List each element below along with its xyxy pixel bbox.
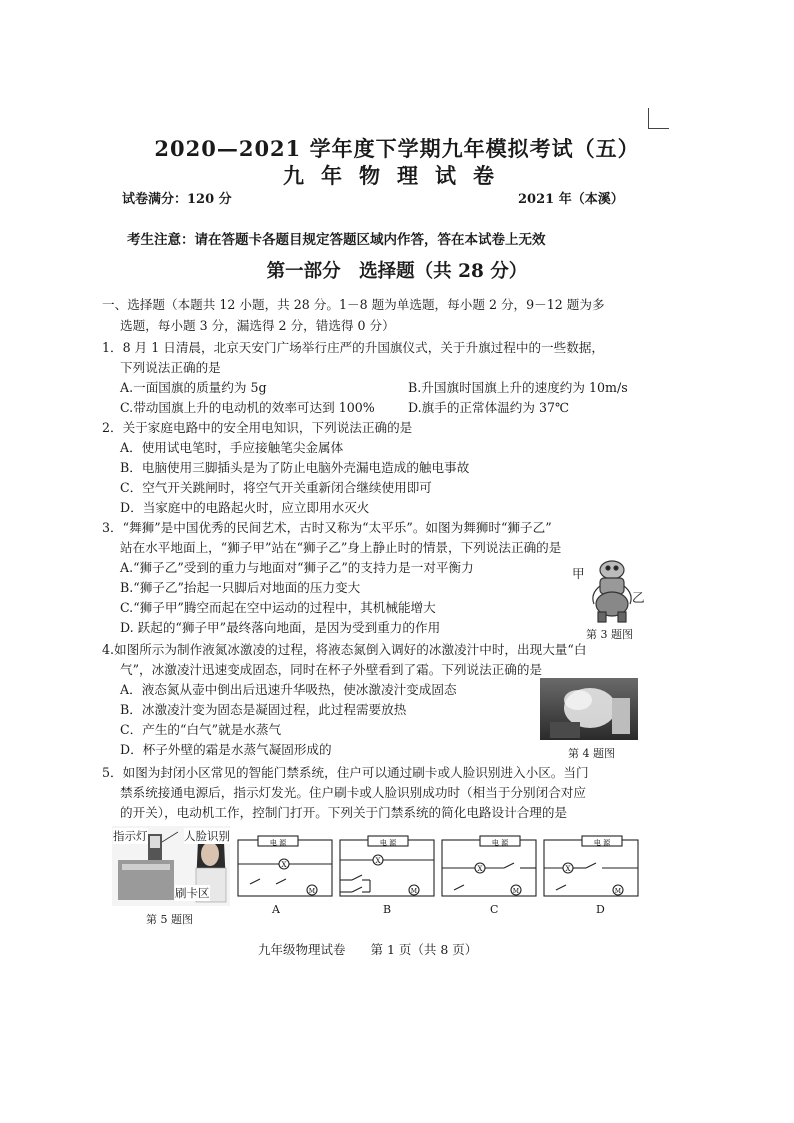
- q1-option-b: B.升国旗时国旗上升的速度约为 10m/s: [408, 380, 628, 395]
- exam-subtitle: 九年物理试卷: [283, 163, 511, 188]
- q2-option-d: D．当家庭中的电路起火时，应立即用水灭火: [120, 500, 370, 515]
- q3-stem-2: 站在水平地面上，“狮子甲”站在“狮子乙”身上静止时的情景，下列说法正确的是: [120, 540, 562, 555]
- circuit-b: [338, 834, 436, 904]
- q4-option-b: B．冰激凌汁变为固态是凝固过程，此过程需要放热: [120, 702, 407, 717]
- circuit-c-source: 电 源: [491, 839, 509, 847]
- circuit-a-motor: M: [308, 888, 316, 895]
- q2-option-a: A．使用试电笔时，手应接触笔尖金属体: [120, 440, 344, 455]
- year-location: 2021 年（本溪）: [518, 192, 624, 207]
- circuit-c-label: C: [490, 903, 499, 916]
- q5-stem-1: 5．如图为封闭小区常见的智能门禁系统，住户可以通过刷卡或人脸识别进入小区。当门: [102, 765, 589, 780]
- label-lion-yi: 乙: [632, 590, 645, 605]
- liquid-nitrogen-photo: [540, 678, 638, 740]
- label-lion-jia: 甲: [572, 566, 585, 581]
- section-intro-1: 一、选择题（本题共 12 小题，共 28 分。1－8 题为单选题，每小题 2 分，9－12 题为多: [102, 297, 605, 312]
- q3-option-b: B.“狮子乙”抬起一只脚后对地面的压力变大: [120, 580, 361, 595]
- q1-option-a: A.一面国旗的质量约为 5g: [120, 380, 267, 395]
- candidate-notice: 考生注意：请在答题卡各题目规定答题区域内作答，答在本试卷上无效: [127, 232, 546, 248]
- label-indicator-light: 指示灯: [113, 829, 148, 843]
- q4-stem-1: 4.如图所示为制作液氮冰激凌的过程，将液态氮倒入调好的冰激凌汁中时，出现大量“白: [102, 642, 587, 657]
- circuit-a-label: A: [272, 903, 280, 916]
- circuit-d-label: D: [596, 903, 605, 916]
- circuit-a: [236, 834, 334, 904]
- q1-stem-1: 1．8 月 1 日清晨，北京天安门广场举行庄严的升国旗仪式，关于升旗过程中的一些数据，: [102, 340, 605, 355]
- circuit-c-motor: M: [512, 888, 520, 895]
- label-face-recognition: 人脸识别: [184, 829, 230, 843]
- fig4-caption: 第 4 题图: [568, 747, 615, 760]
- circuit-c: [440, 834, 538, 904]
- circuit-a-lamp: X: [281, 861, 287, 869]
- q1-option-d: D.旗手的正常体温约为 37℃: [408, 400, 570, 415]
- q3-option-a: A.“狮子乙”受到的重力与地面对“狮子乙”的支持力是一对平衡力: [120, 560, 474, 575]
- section-intro-2: 选题，每小题 3 分，漏选得 2 分，错选得 0 分）: [120, 318, 395, 333]
- q3-option-c: C.“狮子甲”腾空而起在空中运动的过程中，其机械能增大: [120, 600, 436, 615]
- full-score: 试卷满分：120 分: [122, 192, 232, 207]
- fig3-caption: 第 3 题图: [586, 628, 633, 641]
- fig5-caption: 第 5 题图: [146, 913, 193, 926]
- circuit-d-motor: M: [614, 888, 622, 895]
- circuit-d: [542, 834, 640, 904]
- q2-option-c: C．空气开关跳闸时，将空气开关重新闭合继续使用即可: [120, 480, 432, 495]
- page-footer: 九年级物理试卷 第 1 页（共 8 页）: [258, 942, 478, 957]
- circuit-d-lamp: X: [565, 865, 571, 873]
- circuit-b-motor: M: [410, 888, 418, 895]
- circuit-b-source: 电 源: [379, 839, 397, 847]
- exam-title: 2020—2021 学年度下学期九年模拟考试（五）: [154, 136, 640, 161]
- circuit-a-source: 电 源: [269, 839, 287, 847]
- circuit-c-lamp: X: [477, 865, 483, 873]
- circuit-b-lamp: X: [375, 857, 381, 865]
- q2-option-b: B．电脑使用三脚插头是为了防止电脑外壳漏电造成的触电事故: [120, 460, 470, 475]
- part-title: 第一部分 选择题（共 28 分）: [266, 261, 528, 282]
- circuit-d-source: 电 源: [593, 839, 611, 847]
- circuit-b-label: B: [383, 903, 392, 916]
- q3-option-d: D. 跃起的“狮子甲”最终落向地面，是因为受到重力的作用: [120, 620, 441, 635]
- q4-option-d: D．杯子外壁的霜是水蒸气凝固形成的: [120, 742, 332, 757]
- label-card-area: 刷卡区: [175, 886, 210, 900]
- q2-stem-1: 2．关于家庭电路中的安全用电知识，下列说法正确的是: [102, 420, 413, 435]
- q1-option-c: C.带动国旗上升的电动机的效率可达到 100%: [120, 400, 375, 415]
- q5-stem-3: 的开关），电动机工作，控制门打开。下列关于门禁系统的简化电路设计合理的是: [120, 805, 568, 820]
- q4-option-c: C．产生的“白气”就是水蒸气: [120, 722, 282, 737]
- q4-option-a: A．液态氮从壶中倒出后迅速升华吸热，使冰激凌汁变成固态: [120, 682, 457, 697]
- crop-mark: [648, 108, 669, 129]
- q3-stem-1: 3．“舞狮”是中国优秀的民间艺术，古时又称为“太平乐”。如图为舞狮时“狮子乙”: [102, 520, 552, 535]
- q4-stem-2: 气”，冰激凌汁迅速变成固态，同时在杯子外壁看到了霜。下列说法正确的是: [120, 662, 543, 677]
- q5-stem-2: 禁系统接通电源后，指示灯发光。住户刷卡或人脸识别成功时（相当于分别闭合对应: [120, 785, 586, 800]
- q1-stem-2: 下列说法正确的是: [120, 360, 221, 375]
